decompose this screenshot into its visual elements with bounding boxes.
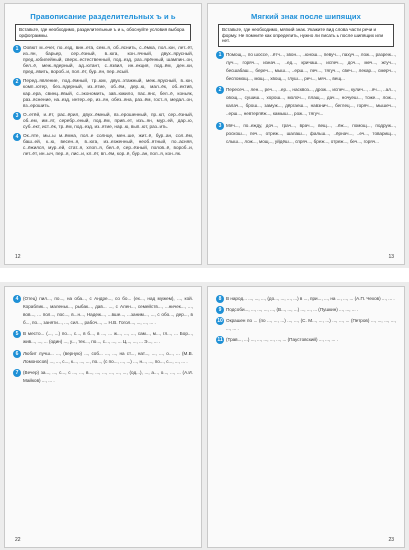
exercise-text: Помощ..., по шоссе, ..ётч..., звон..., ..юнош..., певуч..., пахуч..., лож..., разреж..., луч..., горяч..., изнач..., ..ед..., кричаш..., испеч..., доч..., меч..., жгуч..., бесшабаш..., береч..., мыш..., ..ерш..., печ..., тягуч..., свеч..., лекар..., смерч..., беспомощ..., мощ..., хвощ..., глуш..., реч..., мяч..., вещ... [226,51,396,82]
exercise-number: 1 [216,51,224,59]
exercise-1 [13,45,193,75]
exercise-5 [13,330,193,346]
page-title: Мягкий знак после шипящих [251,12,361,21]
exercise-number: 3 [13,112,21,120]
exercise-text: Окрашен по ... (по ..., ..., ...) ..., ..., (С. М..., ..., ...) ..., ..., ... (Петров) ..., ..., ..., ..., ..., ... . [226,318,396,332]
page-22 [4,286,202,548]
exercise-number: 8 [216,295,224,303]
page-title: Правописание разделительных ъ и ь [30,12,176,21]
exercise-3 [13,112,193,130]
instruction-box: Вставьте, где необходимо, мягкий знак. Укажите вид слова части речи и форму. Не помните как определить, нужно ли писать ь после шипящих или нет. [218,24,394,47]
exercise-1 [216,51,396,83]
page-number: 23 [388,537,394,543]
page-13 [207,3,405,265]
exercise-text: Перед..явление, под..ёмный, тр..юм, двух..этажный, меж..ярусный, в..юн, комп..ютер, без..ядерный, из..ятие, об..ём, дер..ю, мал..ёк, об..ектив, кар..ера, свинц..ёвый, с..экономить, зав..южило, пас..янс, бел..ё, коньяк, раз..яснение, на..езд, интер..ер, из..ян, обез..яна, раз..ём, гост..я, медал..он, вз..ерошить. [23,78,193,108]
exercise-text: (Трав..., ...) ..., ..., ..., ..., ..., ... (Паустовский) ..., ..., ... . [226,337,338,343]
exercise-11 [216,336,396,344]
exercise-number: 4 [13,133,21,141]
exercise-2 [13,78,193,108]
instruction-box: Вставьте, где необходимо, разделительные ъ и ь, обоснуйте условия выбора орфограммы. [15,24,191,41]
exercise-6 [13,350,193,366]
exercise-2 [216,86,396,118]
exercise-number: 2 [13,78,21,86]
page-12 [4,3,202,265]
page-23 [207,286,405,548]
exercise-text: Пересеч..., лен..., реч..., ..ер..., насквоз..., дрож..., испеч..., кулич..., ..яч..., ..ал..., овощ..., сушиш..., хорош..., молоч..., плащ..., дач..., ночуеш..., тоже..., лож..., калач..., брош..., замуж..., дёргаеш..., навзнич..., беглец..., горяч..., мышеч..., ..ерш..., невтерпёж..., камыш..., рож..., тягуч... [226,87,396,117]
exercise-number: 3 [216,122,224,130]
exercise-text: (Отец) пил..., по..., на оба..., с Андре..., со бо... (ех..., над мужем), ..., кой. Кораблик..., маленьк..., рыбак..., дав... ..., с Ален..., семейств..., ...ничек..., ..., вов..., ... пол..., пос..., в...н..., Надеж..., ...вше..., ...заним..., ..., с обо..., дер..., в б..., по..., заняти..., ..., сил..., рабоч..., ... Н.В. Гогол..., ..., ..., ... . [23,296,193,326]
exercise-number: 11 [217,337,223,344]
exercise-text: Любит лучш... ..., (верную) ..., соб... ..., ..., на ст..., нат..., ..., ..., о..., ... (М.В. Ломоносов) ..., ..., с..., к..., ..., ..., по..., (с по..., ..., ...) ..., н..., ..., по..., с..., ..., ... . [23,350,193,364]
exercise-4 [13,133,193,157]
exercise-text: Оовют м..ечег, по..езд, вин..ета, сем..я, об..яснить, с..ёмка, пол..юн, лет..ёт, из..ян, барьер, сер..ёзный, в..юга, кон..ячный, двух..ярусный, пред..юбилейный, сверх..естественный, под..езд, раз..ярённый, шампин..он, бел..ё, меж..ядерный, ад..ютант, с..язвил, ин..екция, под..ём, ден..ки, пред..явить, вороб..и, пол..ёт, бур..ян, пер..ясый. [23,45,193,75]
exercise-3 [216,122,396,146]
exercise-text: Ок..яте, мы..ы м..ёмна, пол..е солнце, мен..ше, жит..ё, бур..ан, сол..ём, баш..ей, к..ю, весен..я, в..юга, из..езженный, необ..ятный, по..асняя, с..ёжился, мур..ей, стат..я, хлоп..я, бел..ё, сер..ёзный, полов..ё, вороб..и, лет..ёт, ин..ыч, пер..я, лис..и, кл..ёт, вп..ём, кор..ё, бур..ан, пол..я, кон..як. [23,132,193,156]
exercise-number: 6 [13,350,21,358]
spread-divider [0,268,409,282]
page-number: 13 [388,254,394,260]
bottom-spread [0,282,409,550]
exercise-number: 4 [13,295,21,303]
page-number: 12 [15,254,21,260]
exercise-4 [13,295,193,327]
exercise-number: 10 [217,318,223,325]
page-number: 22 [15,537,21,543]
exercise-8 [216,295,396,303]
exercise-number: 5 [13,330,21,338]
exercise-number: 7 [13,369,21,377]
exercise-9 [216,306,396,314]
exercise-text: Подсоби..., ..., ..., ..., ..., (В..., ..., ...) ..., ..., ... (Пушкин) ..., ..., ... . [226,307,359,313]
top-spread [0,0,409,268]
exercise-7 [13,369,193,385]
exercise-text: (Вечер) за..., ..., с..., с ..., ..., в..., ..., ..., ..., ..., ..., (од...), ..., а..., о..., ..., ... (А.И. Майков) ..., ... . [23,369,193,383]
exercise-text: О..етёй, и..ёт, рас..ёрил, двух..ёмный, вз..ерошенный, пр..ют, сер..ёзный, об..ем, им..ят, серебр..еный, под..ём, прив..ет, изъ..ян, мур..ей, дар..ю, суб..ект, ист..ёк, тр..ём, под..езд, из..ятие, нар..ю, вып..ют, раз..ить. [23,111,193,129]
exercise-number: 2 [216,86,224,94]
exercise-text: В народ... ..., ..., ..., (до..., ..., ..., ...) в ..., при..., ..., на ..., ..., ... (А.П. Чехов) ..., ... . [226,296,395,301]
exercise-10 [216,317,396,333]
exercise-number: 9 [216,306,224,314]
exercise-number: 1 [13,45,21,53]
exercise-text: В место... (..., ...) по..., с..., в б..., в ..., ... ж..., ..., ..., сам..., м..., гл..., ... Бор..., жив..., ..., ... (один) ..., у..., тех..., по..., с..., ..., ... Ц..., ..., ... Э..., ... . [23,331,193,345]
exercise-text: Мяч..., по..ежду, доч..., грач..., врач..., вещ..., ..ёж..., помощ..., подруж..., роскош..., печ..., отреж..., шалаш..., фальш..., ..ёрнач..., ..еч..., товарищ..., слыш..., лож..., мощ..., уйдёш..., спряч..., бреж..., отреж..., беч..., горяч... [226,122,396,144]
